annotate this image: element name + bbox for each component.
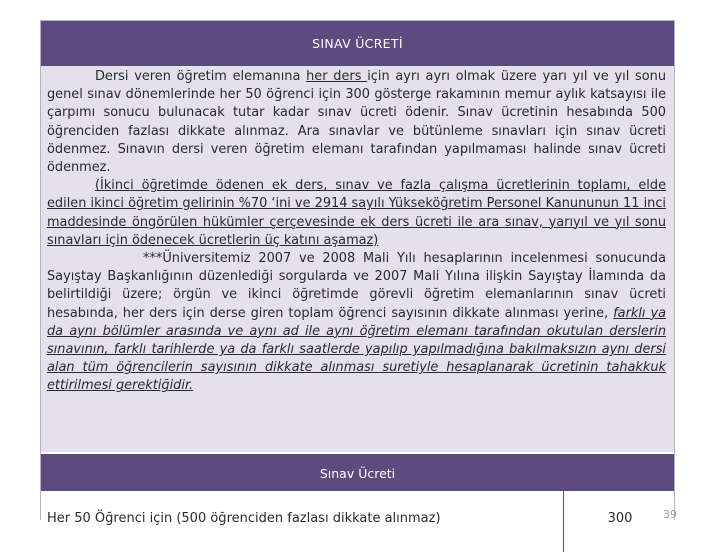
paragraph-audit-note-emphasis: farklı ya da aynı bölümler arasında ve aynı ad ile aynı öğretim elemanı tarafından okutulan derslerin sınavının, farklı tarihlerde ya da farklı saatlerde yapılıp yapılmadığına bakılmaksızın aynı dersi alan tüm öğrencilerin sayısının dikkate alınması suretiyle hesaplanarak ücretinin tahakkuk ettirilmesi gerektiğidir. [47,305,666,394]
paragraph-exam-fee-underline: her ders [306,69,368,84]
paragraph-exam-fee-start: Dersi veren öğretim elemanına [95,69,307,84]
content-table [40,20,675,526]
fee-row-value: 300 [607,511,633,526]
paragraph-second-education: (İkinci öğretimde ödenen ek ders, sınav ve fazla çalışma ücretlerinin toplamı, elde edilen ikinci öğretim gelirinin %70 ‘ini ve 2914 sayılı Yükseköğretim Personel Kanununun 11 inci maddesinde öngörülen hükümler çerçevesinde ek ders ücreti ile ara sınav, yarıyıl ve yıl sonu sınavları için ödenecek ücretlerin üç katını aşamaz) [47,178,666,248]
paragraph-exam-fee-rest: için ayrı ayrı olmak üzere yarı yıl ve yıl sonu genel sınav dönemlerinde her 50 öğrenci için 300 gösterge rakamının memur aylık katsayısı ile çarpımı sonucu bulunacak tutar kadar sınav ücreti ödenir. Sınav ücretinin hesabında 500 öğrenciden fazlası dikkate alınmaz. Ara sınavlar ve bütünleme sınavları için sınav ücreti ödenmez. Sınavın dersi veren öğretim elemanı tarafından yapılmaması halinde sınav ücreti ödenmez. [47,69,666,176]
paragraph-exam-fee [47,68,666,177]
table-row [41,490,674,552]
regulation-text [41,66,674,452]
page-title: SINAV ÜCRETİ [41,21,674,68]
paragraph-audit-note [47,250,666,396]
fee-table-header: Sınav Ücreti [41,452,674,492]
page-number: 39 [663,508,677,521]
fee-row-label: Her 50 Öğrenci için (500 öğrenciden fazlası dikkate alınmaz) [47,511,441,526]
paragraph-audit-note-start: ***Üniversitemiz 2007 ve 2008 Mali Yılı hesaplarının incelenmesi sonucunda Sayıştay Başkanlığının düzenlediği sorgularda ve 2007 Mali Yılına ilişkin Sayıştay İlamında da belirtildiği üzere; örgün ve ikinci öğretimde görevli öğretim elemanlarının sınav ücreti hesabında, her ders için derse giren toplam öğrenci sayısının dikkate alınması yerine, [47,251,666,321]
